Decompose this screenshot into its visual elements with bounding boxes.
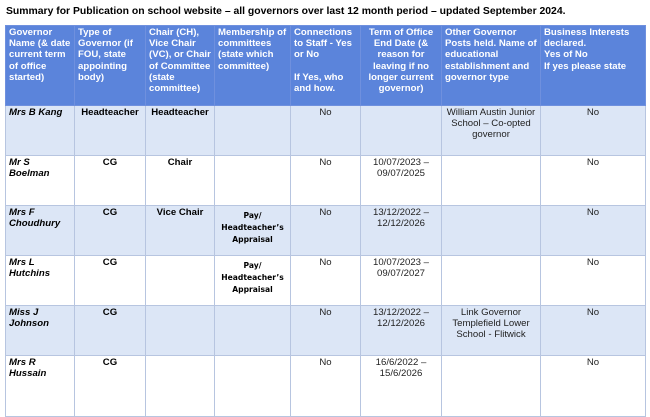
table-header-row	[6, 26, 646, 106]
governor-name-cell: Mrs F Choudhury	[6, 206, 75, 256]
governors-table	[5, 25, 646, 417]
governor-name-cell: Mr S Boelman	[6, 156, 75, 206]
committees-cell	[215, 106, 291, 156]
business-interests-cell: No	[541, 306, 646, 356]
connections-cell: No	[291, 306, 361, 356]
business-interests-cell: No	[541, 156, 646, 206]
term-end-cell: 10/07/2023 – 09/07/2027	[361, 256, 442, 306]
governor-type-cell: CG	[75, 306, 146, 356]
chair-role-cell	[146, 306, 215, 356]
committees-cell: Pay/ Headteacher’s Appraisal	[215, 206, 291, 256]
other-posts-cell	[442, 156, 541, 206]
chair-role-cell: Vice Chair	[146, 206, 215, 256]
connections-cell: No	[291, 356, 361, 417]
governor-type-cell: Headteacher	[75, 106, 146, 156]
governor-name-cell: Mrs B Kang	[6, 106, 75, 156]
governor-type-cell: CG	[75, 256, 146, 306]
other-posts-cell: William Austin Junior School – Co-opted governor	[442, 106, 541, 156]
chair-role-cell	[146, 356, 215, 417]
table-row	[6, 156, 646, 206]
connections-cell: No	[291, 206, 361, 256]
business-interests-cell: No	[541, 256, 646, 306]
table-row	[6, 106, 646, 156]
header-committees: Membership of committees (state which committee)	[215, 26, 291, 106]
chair-role-cell: Chair	[146, 156, 215, 206]
other-posts-cell	[442, 206, 541, 256]
term-end-cell: 10/07/2023 – 09/07/2025	[361, 156, 442, 206]
governor-type-cell: CG	[75, 206, 146, 256]
table-row	[6, 256, 646, 306]
table-row	[6, 356, 646, 417]
business-interests-cell: No	[541, 106, 646, 156]
chair-role-cell	[146, 256, 215, 306]
other-posts-cell: Link Governor Templefield Lower School - Flitwick	[442, 306, 541, 356]
chair-role-cell: Headteacher	[146, 106, 215, 156]
committees-cell: Pay/ Headteacher’s Appraisal	[215, 256, 291, 306]
other-posts-cell	[442, 356, 541, 417]
connections-cell: No	[291, 106, 361, 156]
header-term-end: Term of Office End Date (& reason for leaving if no longer current governor)	[361, 26, 442, 106]
governor-type-cell: CG	[75, 356, 146, 417]
connections-cell: No	[291, 156, 361, 206]
header-chair: Chair (CH), Vice Chair (VC), or Chair of Committee (state committee)	[146, 26, 215, 106]
page-title: Summary for Publication on school website – all governors over last 12 month period – updated September 2024.	[6, 6, 566, 17]
committees-cell	[215, 156, 291, 206]
governor-name-cell: Mrs R Hussain	[6, 356, 75, 417]
header-governor-name: Governor Name (& date current term of office started)	[6, 26, 75, 106]
other-posts-cell	[442, 256, 541, 306]
header-connections: Connections to Staff - Yes or No If Yes, who and how.	[291, 26, 361, 106]
connections-cell: No	[291, 256, 361, 306]
governor-name-cell: Miss J Johnson	[6, 306, 75, 356]
header-governor-type: Type of Governor (if FOU, state appointing body)	[75, 26, 146, 106]
business-interests-cell: No	[541, 206, 646, 256]
term-end-cell: 13/12/2022 – 12/12/2026	[361, 206, 442, 256]
committees-cell	[215, 306, 291, 356]
header-business-interests: Business Interests declared. Yes of No If yes please state	[541, 26, 646, 106]
table-row	[6, 306, 646, 356]
business-interests-cell: No	[541, 356, 646, 417]
term-end-cell: 16/6/2022 – 15/6/2026	[361, 356, 442, 417]
committees-cell	[215, 356, 291, 417]
governor-name-cell: Mrs L Hutchins	[6, 256, 75, 306]
term-end-cell	[361, 106, 442, 156]
table-row	[6, 206, 646, 256]
header-other-posts: Other Governor Posts held. Name of educational establishment and governor type	[442, 26, 541, 106]
governor-type-cell: CG	[75, 156, 146, 206]
term-end-cell: 13/12/2022 – 12/12/2026	[361, 306, 442, 356]
